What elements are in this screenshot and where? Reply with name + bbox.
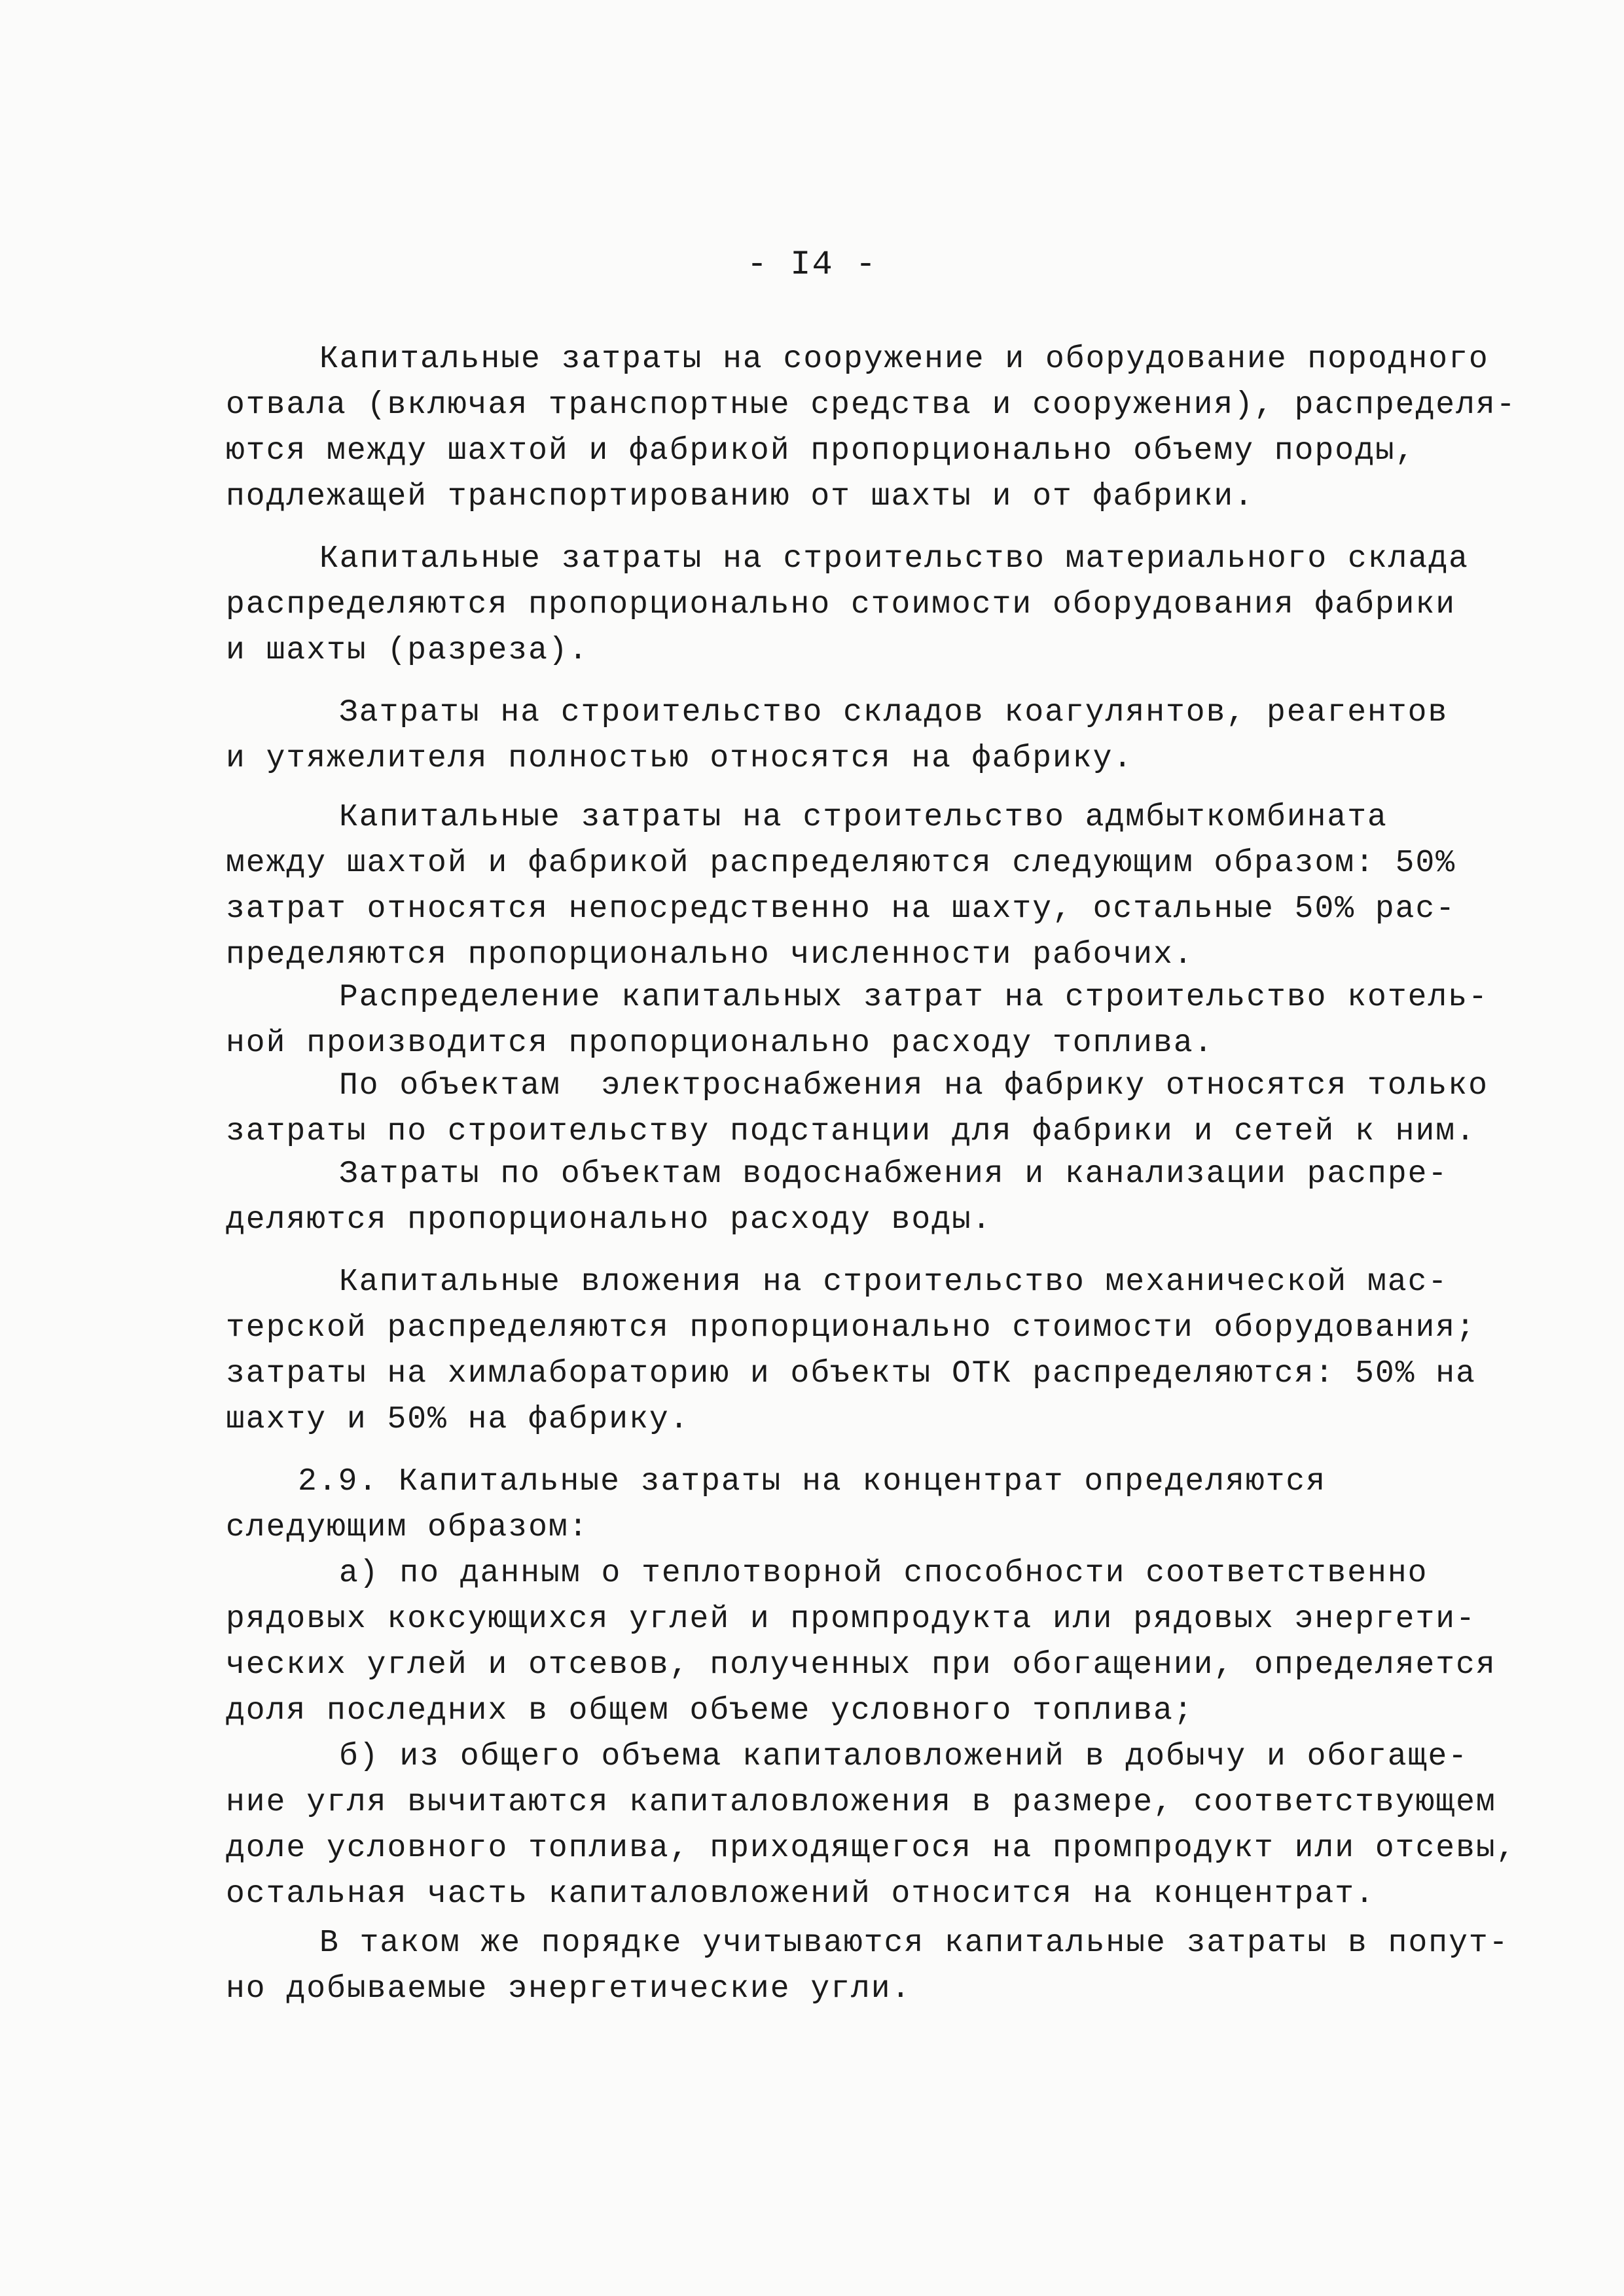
text-line: шахту и 50% на фабрику. xyxy=(226,1402,690,1437)
text-line: распределяются пропорционально стоимости оборудования фабрики xyxy=(226,587,1456,622)
text-line: а) по данным о теплотворной способности соответственно xyxy=(339,1556,1428,1591)
text-line: В таком же порядке учитываются капитальные затраты в попут- xyxy=(319,1926,1509,1961)
text-line: ются между шахтой и фабрикой пропорционально объему породы, xyxy=(226,433,1416,469)
text-line: рядовых коксующихся углей и промпродукта или рядовых энергети- xyxy=(226,1602,1476,1637)
text-line: затраты на химлабораторию и объекты ОТК распределяются: 50% на xyxy=(226,1356,1476,1391)
text-line: ческих углей и отсевов, полученных при обогащении, определяется xyxy=(226,1647,1496,1683)
text-line: деляются пропорционально расходу воды. xyxy=(226,1202,992,1238)
page-number: - I4 - xyxy=(746,245,878,284)
text-line: следующим образом: xyxy=(226,1510,589,1545)
text-line: ние угля вычитаются капиталовложения в размере, соответствующем xyxy=(226,1785,1496,1820)
text-line: Капитальные вложения на строительство механической мас- xyxy=(339,1265,1449,1300)
text-line: Распределение капитальных затрат на строительство котель- xyxy=(339,980,1489,1015)
text-line: Капитальные затраты на строительство материального склада xyxy=(319,541,1469,577)
text-line: терской распределяются пропорционально стоимости оборудования; xyxy=(226,1310,1476,1346)
text-line: затраты по строительству подстанции для фабрики и сетей к ним. xyxy=(226,1114,1476,1149)
text-line: пределяются пропорционально численности рабочих. xyxy=(226,937,1194,973)
text-line: и шахты (разреза). xyxy=(226,633,589,668)
text-line: Капитальные затраты на строительство адмбыткомбината xyxy=(339,800,1388,835)
text-line: Затраты на строительство складов коагулянтов, реагентов xyxy=(339,695,1449,730)
text-line: Капитальные затраты на сооружение и оборудование породного xyxy=(319,342,1489,377)
text-line: подлежащей транспортированию от шахты и от фабрики. xyxy=(226,479,1255,514)
text-line: остальная часть капиталовложений относится на концентрат. xyxy=(226,1876,1375,1912)
text-line: 2.9. Капитальные затраты на концентрат определяются xyxy=(298,1464,1327,1499)
text-line: отвала (включая транспортные средства и сооружения), распределя- xyxy=(226,387,1517,423)
text-line: б) из общего объема капиталовложений в добычу и обогаще- xyxy=(339,1739,1469,1774)
text-line: доле условного топлива, приходящегося на промпродукт или отсевы, xyxy=(226,1831,1517,1866)
text-line: между шахтой и фабрикой распределяются следующим образом: 50% xyxy=(226,846,1456,881)
text-line: Затраты по объектам водоснабжения и канализации распре- xyxy=(339,1157,1449,1192)
text-line: но добываемые энергетические угли. xyxy=(226,1971,912,2007)
text-line: и утяжелителя полностью относятся на фабрику. xyxy=(226,741,1134,776)
text-line: доля последних в общем объеме условного топлива; xyxy=(226,1693,1194,1729)
text-line: По объектам электроснабжения на фабрику относятся только xyxy=(339,1068,1489,1103)
text-line: ной производится пропорционально расходу топлива. xyxy=(226,1026,1214,1061)
text-line: затрат относятся непосредственно на шахту, остальные 50% рас- xyxy=(226,891,1456,927)
